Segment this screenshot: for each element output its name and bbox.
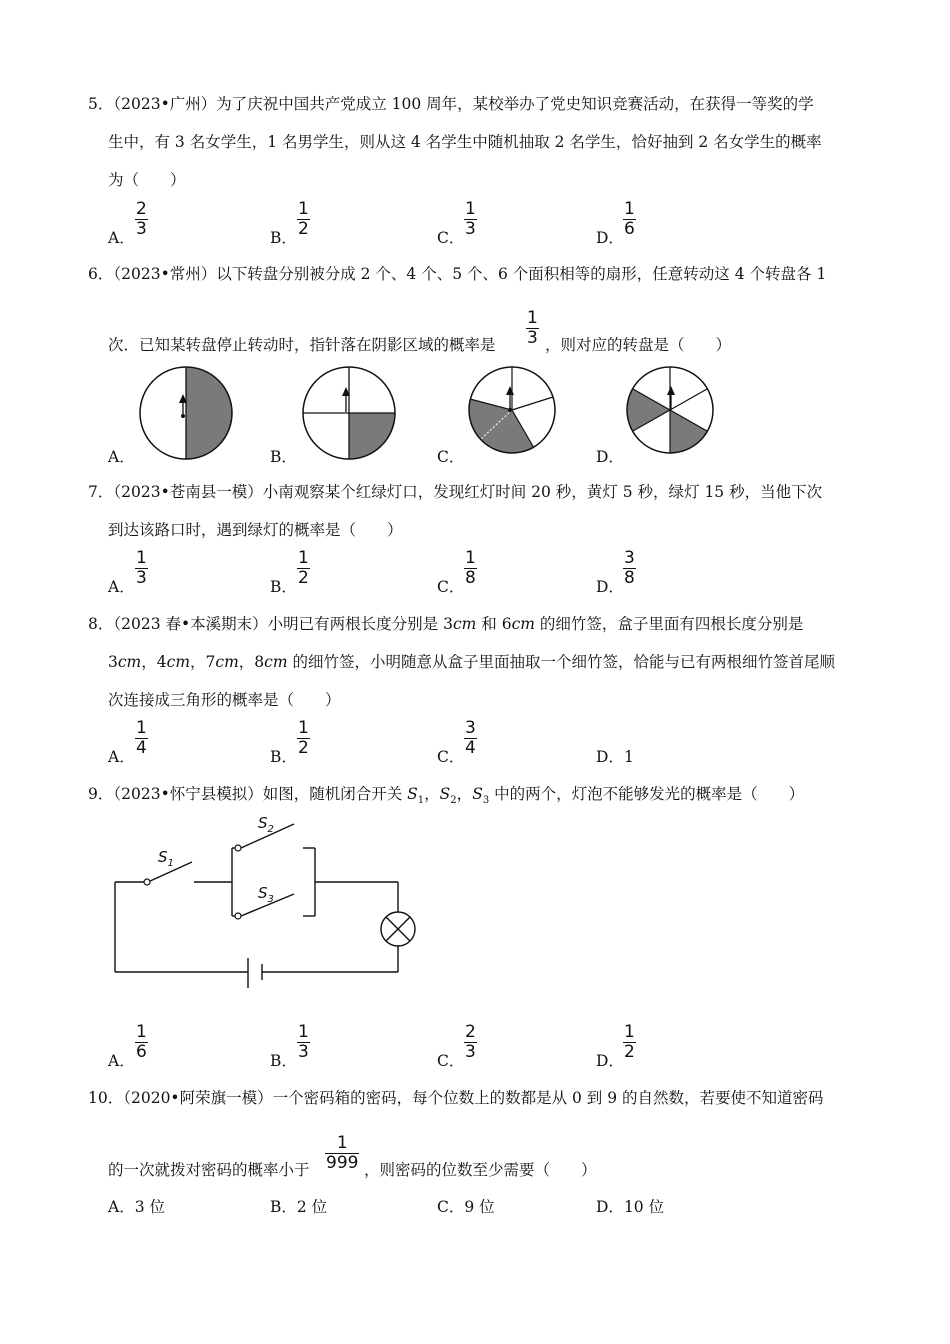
question-text: 小明已有两根长度分别是 3 <box>267 615 453 633</box>
numerator: 1 <box>527 308 538 328</box>
spinner-d-shaded-sector-2 <box>670 410 707 453</box>
option-d-fraction <box>623 549 636 588</box>
option-a <box>108 1195 165 1217</box>
question-source: （2023•苍南县一模） <box>113 483 263 501</box>
denominator: 8 <box>465 568 476 588</box>
question-number: 6． <box>88 265 114 283</box>
question-8-stem-line1 <box>88 612 803 634</box>
question-number: 5． <box>88 95 114 113</box>
unit: cm <box>117 653 142 671</box>
spinner-d <box>626 366 716 456</box>
question-source: （2023•常州） <box>113 265 217 283</box>
denominator: 6 <box>624 219 635 239</box>
numerator: 1 <box>136 718 147 738</box>
option-d-letter: D． <box>596 578 624 596</box>
question-10-fraction <box>325 1134 359 1173</box>
option-c-value: 9 位 <box>464 1198 495 1216</box>
numerator: 1 <box>336 1133 348 1153</box>
denominator: 4 <box>465 738 476 758</box>
spinner-c <box>468 366 558 456</box>
denominator: 3 <box>136 568 147 588</box>
value: 3 <box>108 653 118 671</box>
option-c-fraction <box>464 1023 477 1062</box>
question-5-stem-line1 <box>88 92 814 114</box>
option-d-letter: D． <box>596 229 624 247</box>
option-d-letter: D． <box>596 1052 624 1070</box>
option-a-fraction <box>135 1023 148 1062</box>
denominator: 4 <box>136 738 147 758</box>
option-d-fraction <box>623 1023 636 1062</box>
numerator: 1 <box>624 1022 635 1042</box>
question-6-stem-line1 <box>88 262 826 284</box>
option-b-value: 2 位 <box>296 1198 328 1216</box>
denominator: 3 <box>298 1042 309 1062</box>
numerator: 1 <box>624 199 635 219</box>
option-a-letter: A． <box>108 1198 135 1216</box>
question-number: 9． <box>88 785 114 803</box>
question-text: 小南观察某个红绿灯口，发现红灯时间 20 秒，黄灯 5 秒，绿灯 15 秒，当他下次 <box>262 483 823 501</box>
label-s2: $S_2$ <box>258 814 274 835</box>
option-b-fraction <box>297 1023 310 1062</box>
question-source: （2023•怀宁县模拟） <box>113 785 263 803</box>
question-number: 10． <box>88 1089 124 1107</box>
numerator: 1 <box>136 548 147 568</box>
option-c-fraction <box>464 200 477 239</box>
denominator: 999 <box>326 1153 359 1173</box>
question-5-stem-line3: 为（ ） <box>108 171 186 189</box>
unit: cm <box>215 653 239 671</box>
option-c-fraction <box>464 719 477 758</box>
numerator: 3 <box>624 548 635 568</box>
question-10-stem-line2b: ，则密码的位数至少需要（ ） <box>364 1161 597 1179</box>
numerator: 2 <box>465 1022 476 1042</box>
option-a-letter: A． <box>108 448 135 466</box>
label-s3: $S_3$ <box>258 884 274 905</box>
question-9-stem-line1 <box>88 782 804 806</box>
question-text: 为了庆祝中国共产党成立 100 周年，某校举办了党史知识竞赛活动，在获得一等奖的学 <box>216 95 814 113</box>
question-10-stem-line2a: 的一次就拨对密码的概率小于 <box>108 1161 310 1179</box>
question-7-stem-line2: 到达该路口时，遇到绿灯的概率是（ ） <box>108 521 403 539</box>
switch-subscript: 1 <box>417 795 425 807</box>
question-text: 以下转盘分别被分成 2 个、4 个、5 个、6 个面积相等的扇形，任意转动这 4 个转盘各 1 <box>216 265 827 283</box>
denominator: 8 <box>624 568 635 588</box>
label-s1: $S_1$ <box>158 848 174 869</box>
question-source: （2023 春•本溪期末） <box>113 615 268 633</box>
denominator: 2 <box>298 219 309 239</box>
option-d-value: 1 <box>623 748 634 766</box>
option-a-fraction <box>135 200 148 239</box>
option-a-letter: A． <box>108 229 135 247</box>
option-a-value: 3 位 <box>134 1198 165 1216</box>
option-a-letter: A． <box>108 578 135 596</box>
option-d-value: 10 位 <box>623 1198 665 1216</box>
option-c-letter: C． <box>437 229 465 247</box>
option-d <box>596 1195 664 1217</box>
question-text: 中的两个，灯泡不能够发光的概率是（ ） <box>489 785 805 803</box>
switch-symbol: S <box>407 785 418 803</box>
option-b-fraction <box>297 200 310 239</box>
question-text: 一个密码箱的密码，每个位数上的数都是从 0 到 9 的自然数，若要使不知道密码 <box>272 1089 824 1107</box>
option-b-letter: B． <box>270 229 297 247</box>
spinner-a <box>139 366 235 462</box>
option-a-letter: A． <box>108 1052 135 1070</box>
option-c-letter: C． <box>437 1052 465 1070</box>
question-number: 7． <box>88 483 114 501</box>
separator: ， <box>456 785 473 803</box>
option-d-fraction <box>623 200 636 239</box>
numerator: 1 <box>298 548 309 568</box>
denominator: 2 <box>298 738 309 758</box>
option-d-letter: D． <box>596 448 624 466</box>
circuit-diagram <box>110 810 430 990</box>
option-a-fraction <box>135 549 148 588</box>
question-7-stem-line1 <box>88 480 822 502</box>
numerator: 2 <box>136 199 147 219</box>
numerator: 3 <box>465 718 476 738</box>
denominator: 3 <box>527 328 538 348</box>
option-a-letter: A． <box>108 748 135 766</box>
question-6-stem-line2a: 次．已知某转盘停止转动时，指针落在阴影区域的概率是 <box>108 336 496 354</box>
unit: cm <box>511 615 535 633</box>
switch-symbol: S <box>472 785 483 803</box>
numerator: 1 <box>298 718 309 738</box>
option-b <box>270 1195 327 1217</box>
numerator: 1 <box>465 548 476 568</box>
question-text: 的细竹签，盒子里面有四根长度分别是 <box>534 615 804 633</box>
value: ，7 <box>190 653 216 671</box>
numerator: 1 <box>298 199 309 219</box>
option-c-letter: C． <box>437 578 465 596</box>
option-b-fraction <box>297 549 310 588</box>
switch-subscript: 2 <box>450 795 457 807</box>
question-text: 和 6 <box>476 615 512 633</box>
option-b-letter: B． <box>270 448 297 466</box>
separator: ， <box>424 785 440 803</box>
option-c-fraction <box>464 549 477 588</box>
value: ，8 <box>238 653 265 671</box>
value: ，4 <box>141 653 167 671</box>
option-a-fraction <box>135 719 148 758</box>
question-6-stem-line2b: ，则对应的转盘是（ ） <box>545 336 732 354</box>
option-c <box>437 1195 495 1217</box>
question-text: 如图，随机闭合开关 <box>262 785 408 803</box>
option-d <box>596 745 634 767</box>
spinner-b <box>302 366 398 462</box>
numerator: 1 <box>465 199 476 219</box>
question-6-fraction <box>526 309 539 348</box>
question-8-stem-line2 <box>108 650 835 672</box>
question-text: 的细竹签，小明随意从盒子里面抽取一个细竹签，恰能与已有两根细竹签首尾顺 <box>287 653 835 671</box>
denominator: 3 <box>465 219 476 239</box>
option-b-fraction <box>297 719 310 758</box>
option-d-letter: D． <box>596 1198 624 1216</box>
denominator: 3 <box>465 1042 476 1062</box>
denominator: 2 <box>298 568 309 588</box>
question-10-stem-line1 <box>88 1086 824 1108</box>
question-number: 8． <box>88 615 114 633</box>
denominator: 2 <box>624 1042 635 1062</box>
option-b-letter: B． <box>270 578 297 596</box>
denominator: 6 <box>136 1042 147 1062</box>
option-b-letter: B． <box>270 1198 297 1216</box>
unit: cm <box>452 615 477 633</box>
question-source: （2023•广州） <box>113 95 217 113</box>
numerator: 1 <box>298 1022 309 1042</box>
option-d-letter: D． <box>596 748 624 766</box>
option-c-letter: C． <box>437 1198 465 1216</box>
denominator: 3 <box>136 219 147 239</box>
spinner-a-shaded-sector <box>186 367 232 459</box>
option-b-letter: B． <box>270 1052 297 1070</box>
question-5-stem-line2: 生中，有 3 名女学生，1 名男学生，则从这 4 名学生中随机抽取 2 名学生，恰好抽到 2 名女学生的概率 <box>108 133 822 151</box>
option-b-letter: B． <box>270 748 297 766</box>
unit: cm <box>166 653 191 671</box>
numerator: 1 <box>136 1022 147 1042</box>
option-c-letter: C． <box>437 748 465 766</box>
question-source: （2020•阿荣旗一模） <box>123 1089 273 1107</box>
unit: cm <box>264 653 288 671</box>
spinner-d-shaded-sector-1 <box>628 389 670 431</box>
switch-subscript: 3 <box>482 795 490 807</box>
option-c-letter: C． <box>437 448 465 466</box>
question-8-stem-line3: 次连接成三角形的概率是（ ） <box>108 691 341 709</box>
switch-symbol: S <box>439 785 451 803</box>
